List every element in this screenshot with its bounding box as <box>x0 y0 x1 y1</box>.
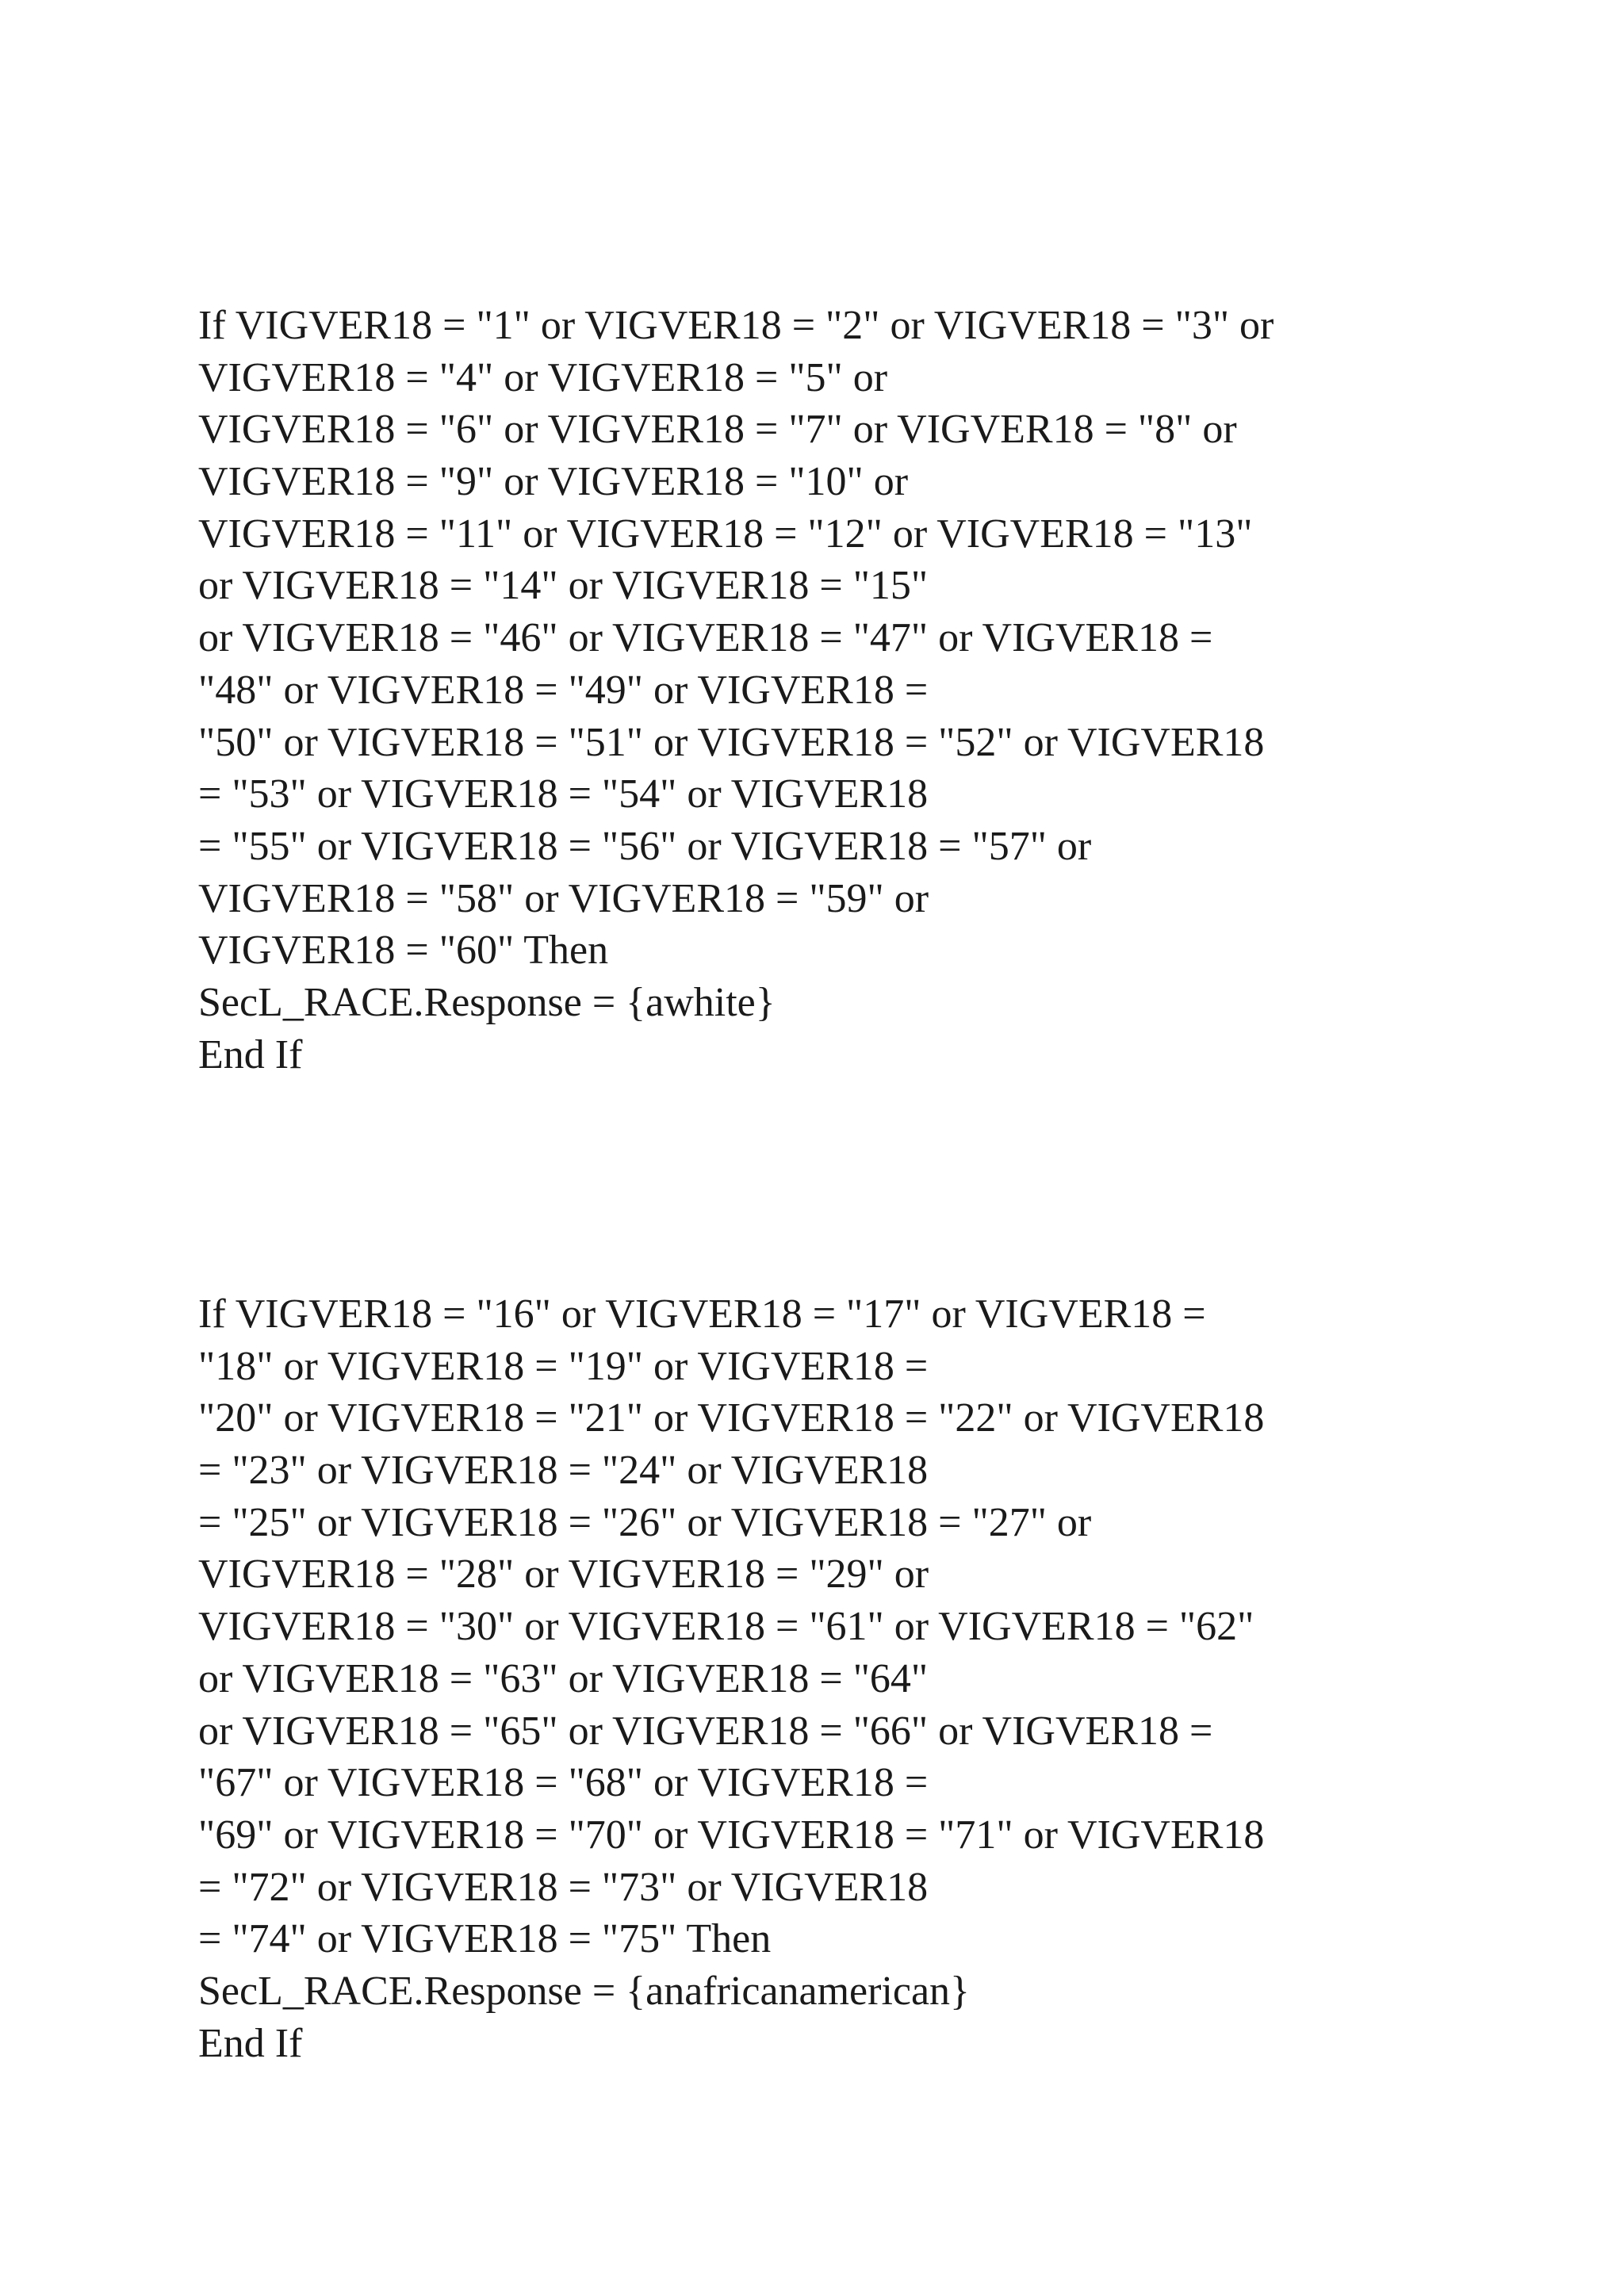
code-line: = "74" or VIGVER18 = "75" Then <box>198 1916 772 1962</box>
code-line: SecL_RACE.Response = {awhite} <box>198 979 776 1025</box>
code-line: "20" or VIGVER18 = "21" or VIGVER18 = "22" or VIGVER18 <box>198 1395 1265 1441</box>
code-line: "18" or VIGVER18 = "19" or VIGVER18 = <box>198 1343 929 1389</box>
code-line: If VIGVER18 = "16" or VIGVER18 = "17" or VIGVER18 = <box>198 1292 1206 1337</box>
code-line: VIGVER18 = "30" or VIGVER18 = "61" or VIGVER18 = "62" <box>198 1604 1254 1650</box>
code-line: = "23" or VIGVER18 = "24" or VIGVER18 <box>198 1448 929 1494</box>
code-line: VIGVER18 = "60" Then <box>198 928 609 974</box>
code-line: = "25" or VIGVER18 = "26" or VIGVER18 = "27" or <box>198 1499 1092 1545</box>
code-line: End If <box>198 1031 303 1077</box>
code-line: or VIGVER18 = "65" or VIGVER18 = "66" or VIGVER18 = <box>198 1708 1213 1754</box>
code-line: End If <box>198 2020 303 2066</box>
code-line: = "72" or VIGVER18 = "73" or VIGVER18 <box>198 1864 929 1910</box>
code-line: = "55" or VIGVER18 = "56" or VIGVER18 = "57" or <box>198 823 1092 869</box>
code-line: SecL_RACE.Response = {anafricanamerican} <box>198 1968 971 2014</box>
code-line: VIGVER18 = "9" or VIGVER18 = "10" or <box>198 459 909 505</box>
code-line: = "53" or VIGVER18 = "54" or VIGVER18 <box>198 771 929 817</box>
code-line: VIGVER18 = "58" or VIGVER18 = "59" or <box>198 875 929 921</box>
code-line: "50" or VIGVER18 = "51" or VIGVER18 = "52" or VIGVER18 <box>198 719 1265 765</box>
code-block-awhite <box>198 300 1546 1081</box>
code-line: or VIGVER18 = "46" or VIGVER18 = "47" or VIGVER18 = <box>198 615 1213 661</box>
code-line: "67" or VIGVER18 = "68" or VIGVER18 = <box>198 1760 929 1806</box>
code-line: or VIGVER18 = "14" or VIGVER18 = "15" <box>198 563 929 609</box>
code-line: VIGVER18 = "11" or VIGVER18 = "12" or VIGVER18 = "13" <box>198 511 1253 557</box>
code-block-anafricanamerican <box>198 1288 1546 2069</box>
code-line: or VIGVER18 = "63" or VIGVER18 = "64" <box>198 1655 929 1701</box>
code-line: VIGVER18 = "28" or VIGVER18 = "29" or <box>198 1552 929 1598</box>
code-line: VIGVER18 = "6" or VIGVER18 = "7" or VIGVER18 = "8" or <box>198 407 1237 453</box>
code-line: "48" or VIGVER18 = "49" or VIGVER18 = <box>198 667 929 713</box>
code-line: If VIGVER18 = "1" or VIGVER18 = "2" or VIGVER18 = "3" or <box>198 303 1274 348</box>
code-line: VIGVER18 = "4" or VIGVER18 = "5" or <box>198 354 888 400</box>
code-line: "69" or VIGVER18 = "70" or VIGVER18 = "71" or VIGVER18 <box>198 1812 1265 1858</box>
